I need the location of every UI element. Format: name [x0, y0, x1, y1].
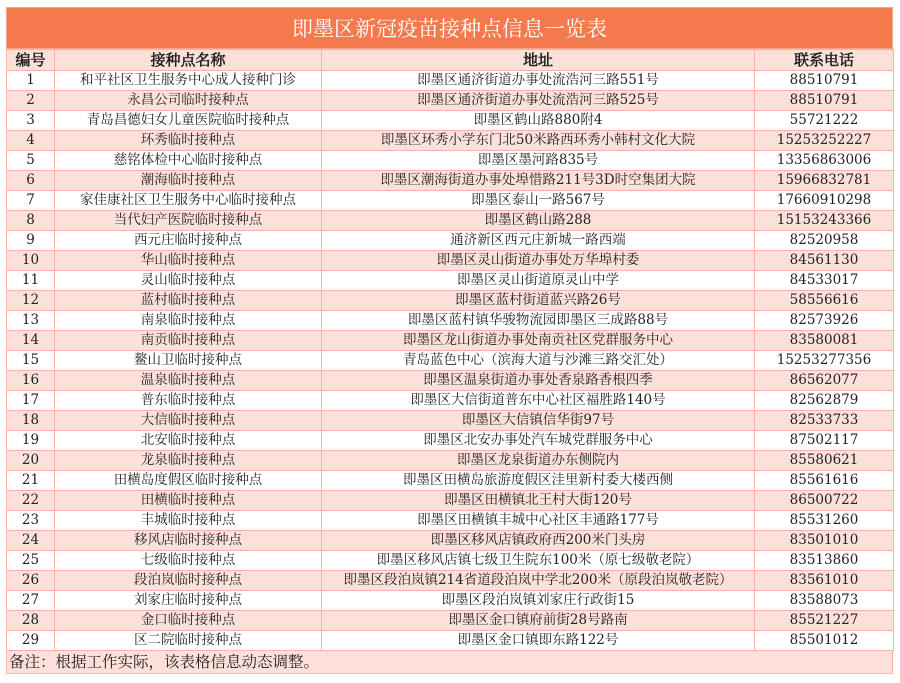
- cell-number: 24: [7, 531, 55, 551]
- cell-site-name: 和平社区卫生服务中心成人接种门诊: [55, 71, 322, 91]
- cell-site-name: 大信临时接种点: [55, 411, 322, 431]
- cell-site-name: 南贡临时接种点: [55, 331, 322, 351]
- cell-address: 青岛蓝色中心（滨海大道与沙滩三路交汇处）: [322, 351, 755, 371]
- table-row: [7, 131, 894, 151]
- cell-site-name: 蓝村临时接种点: [55, 291, 322, 311]
- table-row: [7, 371, 894, 391]
- cell-address: 即墨区田横镇北王村大街120号: [322, 491, 755, 511]
- table-row: [7, 571, 894, 591]
- cell-number: 15: [7, 351, 55, 371]
- table-row: [7, 331, 894, 351]
- table-row: [7, 71, 894, 91]
- cell-site-name: 西元庄临时接种点: [55, 231, 322, 251]
- cell-address: 即墨区移风店镇七级卫生院东100米（原七级敬老院）: [322, 551, 755, 571]
- cell-number: 5: [7, 151, 55, 171]
- cell-number: 4: [7, 131, 55, 151]
- cell-address: 即墨区田横岛旅游度假区洼里新村委大楼西侧: [322, 471, 755, 491]
- cell-address: 即墨区大信街道普东中心社区福胜路140号: [322, 391, 755, 411]
- cell-site-name: 鳌山卫临时接种点: [55, 351, 322, 371]
- cell-phone: 86500722: [755, 491, 894, 511]
- table-row: [7, 171, 894, 191]
- cell-number: 1: [7, 71, 55, 91]
- sheet-title: 即墨区新冠疫苗接种点信息一览表: [6, 7, 893, 49]
- cell-address: 即墨区灵山街道办事处万华埠村委: [322, 251, 755, 271]
- cell-number: 27: [7, 591, 55, 611]
- cell-site-name: 环秀临时接种点: [55, 131, 322, 151]
- cell-address: 即墨区蓝村街道蓝兴路26号: [322, 291, 755, 311]
- cell-phone: 85521227: [755, 611, 894, 631]
- cell-address: 即墨区墨河路835号: [322, 151, 755, 171]
- cell-number: 2: [7, 91, 55, 111]
- cell-phone: 82533733: [755, 411, 894, 431]
- cell-site-name: 灵山临时接种点: [55, 271, 322, 291]
- cell-number: 7: [7, 191, 55, 211]
- header-row: [7, 50, 894, 71]
- cell-number: 8: [7, 211, 55, 231]
- table-row: [7, 471, 894, 491]
- cell-phone: 84533017: [755, 271, 894, 291]
- cell-phone: 15253252227: [755, 131, 894, 151]
- header-number: 编号: [7, 50, 55, 71]
- cell-site-name: 普东临时接种点: [55, 391, 322, 411]
- cell-number: 20: [7, 451, 55, 471]
- cell-address: 即墨区田横镇丰城中心社区丰通路177号: [322, 511, 755, 531]
- cell-address: 即墨区环秀小学东门北50米路西环秀小韩村文化大院: [322, 131, 755, 151]
- table-row: [7, 391, 894, 411]
- cell-site-name: 七级临时接种点: [55, 551, 322, 571]
- cell-number: 6: [7, 171, 55, 191]
- footnote: 备注：根据工作实际，该表格信息动态调整。: [6, 651, 893, 674]
- header-address: 地址: [322, 50, 755, 71]
- cell-number: 3: [7, 111, 55, 131]
- cell-number: 21: [7, 471, 55, 491]
- cell-address: 即墨区金口镇府前街28号路南: [322, 611, 755, 631]
- cell-phone: 87502117: [755, 431, 894, 451]
- cell-address: 即墨区鹤山路880附4: [322, 111, 755, 131]
- cell-site-name: 慈铭体检中心临时接种点: [55, 151, 322, 171]
- cell-address: 即墨区灵山街道原灵山中学: [322, 271, 755, 291]
- cell-phone: 83580081: [755, 331, 894, 351]
- cell-address: 即墨区段泊岚镇刘家庄行政街15: [322, 591, 755, 611]
- cell-address: 即墨区龙泉街道办东侧院内: [322, 451, 755, 471]
- cell-phone: 82562879: [755, 391, 894, 411]
- cell-phone: 15253277356: [755, 351, 894, 371]
- header-phone: 联系电话: [755, 50, 894, 71]
- cell-site-name: 田横岛度假区临时接种点: [55, 471, 322, 491]
- cell-site-name: 家佳康社区卫生服务中心临时接种点: [55, 191, 322, 211]
- table-row: [7, 151, 894, 171]
- table-row: [7, 491, 894, 511]
- cell-site-name: 华山临时接种点: [55, 251, 322, 271]
- table-row: [7, 511, 894, 531]
- cell-number: 22: [7, 491, 55, 511]
- cell-phone: 85501012: [755, 631, 894, 651]
- table-row: [7, 551, 894, 571]
- table-row: [7, 111, 894, 131]
- cell-number: 17: [7, 391, 55, 411]
- cell-phone: 15966832781: [755, 171, 894, 191]
- cell-number: 10: [7, 251, 55, 271]
- cell-site-name: 段泊岚临时接种点: [55, 571, 322, 591]
- table-row: [7, 251, 894, 271]
- cell-phone: 82573926: [755, 311, 894, 331]
- cell-number: 26: [7, 571, 55, 591]
- cell-address: 即墨区通济街道办事处流浩河三路525号: [322, 91, 755, 111]
- cell-number: 9: [7, 231, 55, 251]
- table-row: [7, 191, 894, 211]
- cell-site-name: 刘家庄临时接种点: [55, 591, 322, 611]
- cell-address: 即墨区金口镇即东路122号: [322, 631, 755, 651]
- cell-phone: 82520958: [755, 231, 894, 251]
- cell-phone: 84561130: [755, 251, 894, 271]
- cell-number: 25: [7, 551, 55, 571]
- cell-address: 即墨区移风店镇政府西200米门头房: [322, 531, 755, 551]
- cell-phone: 86562077: [755, 371, 894, 391]
- vaccination-sites-sheet: [6, 7, 893, 674]
- table-row: [7, 411, 894, 431]
- cell-site-name: 温泉临时接种点: [55, 371, 322, 391]
- table-row: [7, 231, 894, 251]
- cell-address: 即墨区北安办事处汽车城党群服务中心: [322, 431, 755, 451]
- cell-number: 18: [7, 411, 55, 431]
- cell-address: 即墨区潮海街道办事处埠惜路211号3D时空集团大院: [322, 171, 755, 191]
- table-row: [7, 611, 894, 631]
- cell-address: 即墨区蓝村镇华骏物流园即墨区三成路88号: [322, 311, 755, 331]
- cell-phone: 85580621: [755, 451, 894, 471]
- cell-number: 13: [7, 311, 55, 331]
- cell-address: 即墨区泰山一路567号: [322, 191, 755, 211]
- cell-number: 19: [7, 431, 55, 451]
- table-row: [7, 311, 894, 331]
- cell-phone: 17660910298: [755, 191, 894, 211]
- cell-phone: 55721222: [755, 111, 894, 131]
- cell-phone: 83513860: [755, 551, 894, 571]
- cell-phone: 83501010: [755, 531, 894, 551]
- table-row: [7, 531, 894, 551]
- cell-site-name: 潮海临时接种点: [55, 171, 322, 191]
- cell-number: 11: [7, 271, 55, 291]
- cell-site-name: 当代妇产医院临时接种点: [55, 211, 322, 231]
- table-row: [7, 351, 894, 371]
- header-site-name: 接种点名称: [55, 50, 322, 71]
- cell-site-name: 青岛昌德妇女儿童医院临时接种点: [55, 111, 322, 131]
- cell-address: 即墨区鹤山路288: [322, 211, 755, 231]
- cell-site-name: 北安临时接种点: [55, 431, 322, 451]
- table-row: [7, 271, 894, 291]
- cell-phone: 88510791: [755, 91, 894, 111]
- cell-address: 即墨区大信镇信华街97号: [322, 411, 755, 431]
- table-row: [7, 291, 894, 311]
- cell-phone: 85531260: [755, 511, 894, 531]
- sites-table: [6, 49, 894, 651]
- cell-number: 16: [7, 371, 55, 391]
- cell-site-name: 永昌公司临时接种点: [55, 91, 322, 111]
- cell-number: 12: [7, 291, 55, 311]
- cell-site-name: 田横临时接种点: [55, 491, 322, 511]
- table-row: [7, 631, 894, 651]
- cell-number: 23: [7, 511, 55, 531]
- cell-number: 29: [7, 631, 55, 651]
- cell-phone: 88510791: [755, 71, 894, 91]
- cell-site-name: 移风店临时接种点: [55, 531, 322, 551]
- cell-phone: 85561616: [755, 471, 894, 491]
- cell-address: 即墨区段泊岚镇214省道段泊岚中学北200米（原段泊岚敬老院）: [322, 571, 755, 591]
- cell-number: 14: [7, 331, 55, 351]
- cell-site-name: 龙泉临时接种点: [55, 451, 322, 471]
- cell-address: 通济新区西元庄新城一路西端: [322, 231, 755, 251]
- cell-phone: 83561010: [755, 571, 894, 591]
- cell-site-name: 丰城临时接种点: [55, 511, 322, 531]
- cell-site-name: 区二院临时接种点: [55, 631, 322, 651]
- cell-phone: 58556616: [755, 291, 894, 311]
- cell-address: 即墨区通济街道办事处流浩河三路551号: [322, 71, 755, 91]
- cell-number: 28: [7, 611, 55, 631]
- cell-site-name: 金口临时接种点: [55, 611, 322, 631]
- table-row: [7, 211, 894, 231]
- cell-site-name: 南泉临时接种点: [55, 311, 322, 331]
- table-row: [7, 431, 894, 451]
- cell-phone: 83588073: [755, 591, 894, 611]
- cell-address: 即墨区温泉街道办事处香泉路香根四季: [322, 371, 755, 391]
- table-row: [7, 91, 894, 111]
- cell-address: 即墨区龙山街道办事处南贡社区党群服务中心: [322, 331, 755, 351]
- table-row: [7, 591, 894, 611]
- cell-phone: 15153243366: [755, 211, 894, 231]
- cell-phone: 13356863006: [755, 151, 894, 171]
- table-row: [7, 451, 894, 471]
